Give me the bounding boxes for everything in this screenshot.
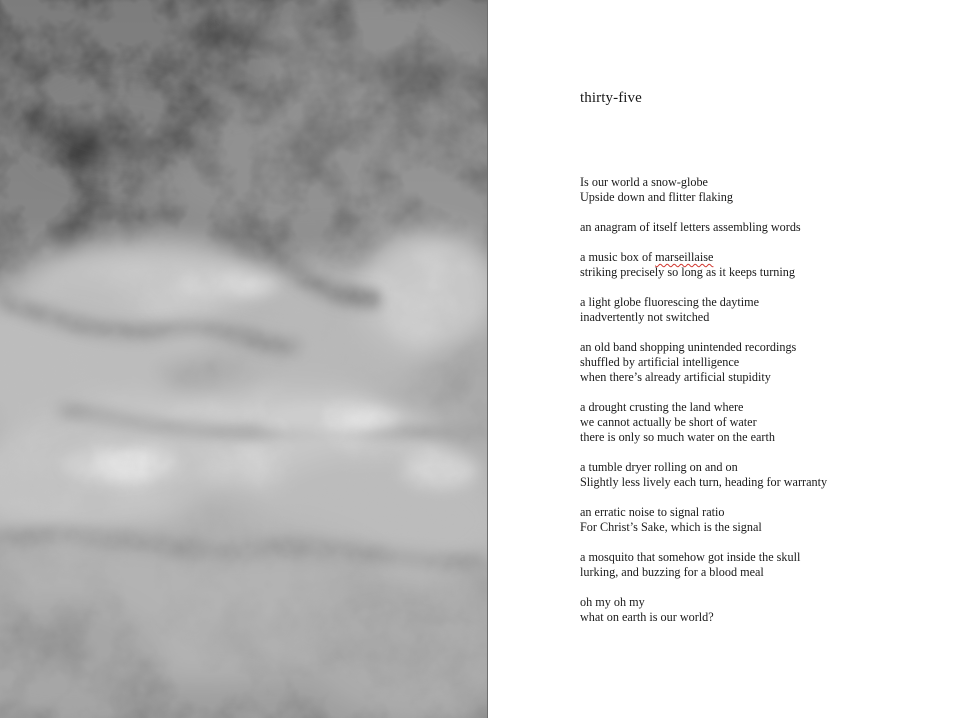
stanza	[580, 400, 960, 445]
stanza	[580, 250, 960, 280]
poem-title: thirty-five	[580, 90, 642, 106]
poem-line: a music box of marseillaise	[580, 250, 714, 264]
poem-page	[488, 0, 974, 718]
stanza	[580, 340, 960, 385]
poem-line: what on earth is our world?	[580, 610, 714, 624]
poem-line: a tumble dryer rolling on and on	[580, 460, 738, 474]
stanza	[580, 550, 960, 580]
poem-line: lurking, and buzzing for a blood meal	[580, 565, 764, 579]
poem-line: there is only so much water on the earth	[580, 430, 775, 444]
stanza	[580, 505, 960, 535]
poem-line: Upside down and flitter flaking	[580, 190, 733, 204]
poem-line: an anagram of itself letters assembling words	[580, 220, 801, 234]
poem-line: Is our world a snow-globe	[580, 175, 708, 189]
poem-line: an old band shopping unintended recordings	[580, 340, 797, 354]
poem-line: For Christ’s Sake, which is the signal	[580, 520, 762, 534]
poem-line: inadvertently not switched	[580, 310, 710, 324]
spellcheck-flagged-word[interactable]: marseillaise	[655, 250, 714, 264]
poem-line: a light globe fluorescing the daytime	[580, 295, 760, 309]
stanza	[580, 595, 960, 625]
stanza	[580, 460, 960, 490]
stanza	[580, 220, 960, 235]
poem-line: an erratic noise to signal ratio	[580, 505, 725, 519]
stanza	[580, 175, 960, 205]
poem-line: a mosquito that somehow got inside the skull	[580, 550, 801, 564]
poem-line: Slightly less lively each turn, heading for warranty	[580, 475, 828, 489]
poem-line: a drought crusting the land where	[580, 400, 744, 414]
poem-body	[580, 175, 960, 640]
poem-line: oh my oh my	[580, 595, 645, 609]
poem-line: shuffled by artificial intelligence	[580, 355, 740, 369]
poem-line: when there’s already artificial stupidity	[580, 370, 771, 384]
poem-line: we cannot actually be short of water	[580, 415, 757, 429]
poem-line: striking precisely so long as it keeps turning	[580, 265, 795, 279]
stanza	[580, 295, 960, 325]
